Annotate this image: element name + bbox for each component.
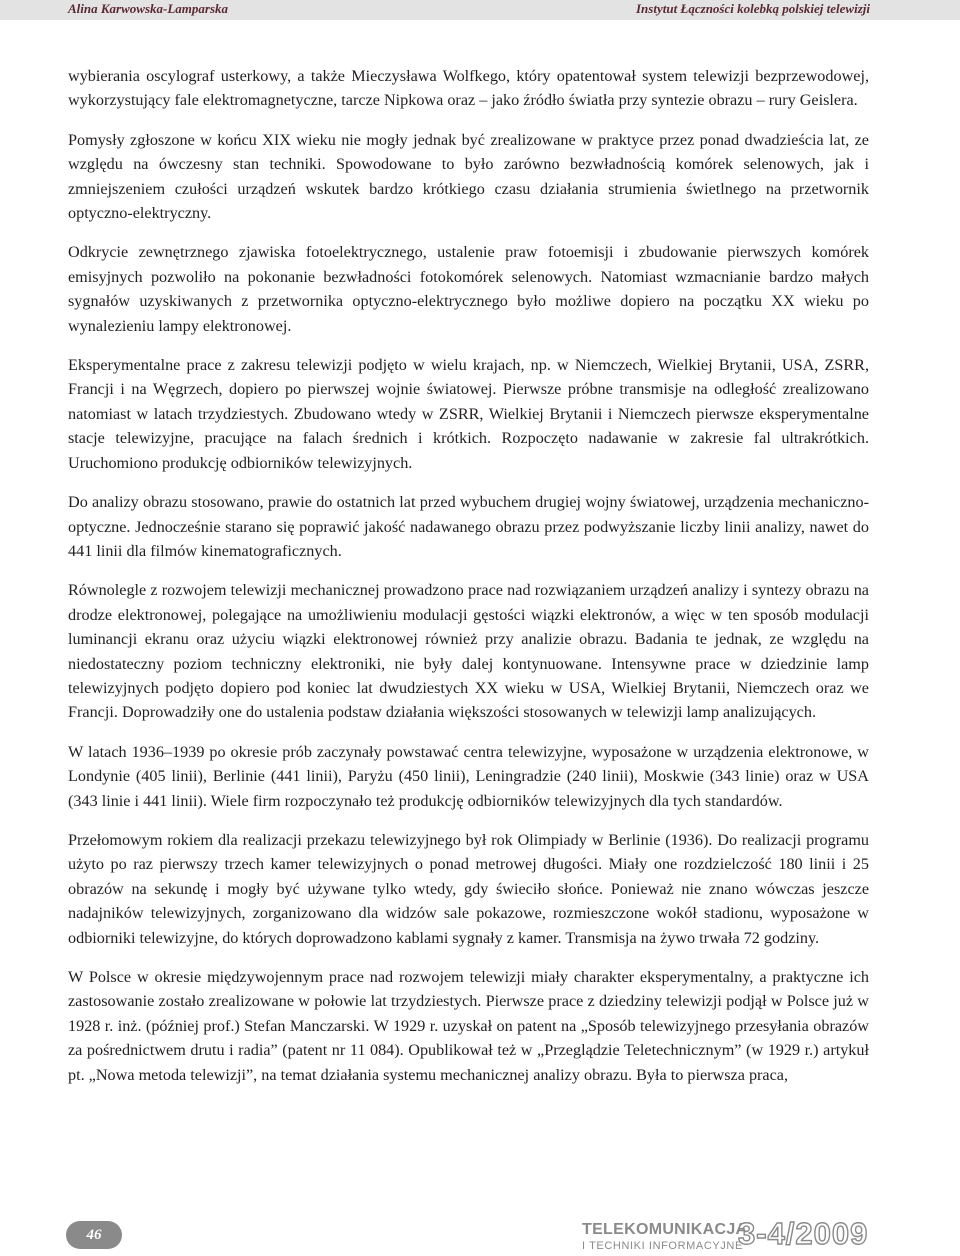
paragraph: Pomysły zgłoszone w końcu XIX wieku nie mogły jednak być zrealizowane w praktyce przez ponad dwadzieścia lat, ze względu na ówczesny stan techniki. Spowodowane to było zarówno bezwładnością komórek selenowych, jak i zmniejszeniem czułości urządzeń wskutek bardzo krótkiego czasu działania strumienia świetlnego na przetwornik optyczno-elektryczny. xyxy=(68,130,869,223)
header-author: Alina Karwowska-Lamparska xyxy=(68,1,229,16)
paragraph: Przełomowym rokiem dla realizacji przekazu telewizyjnego był rok Olimpiady w Berlinie (1936). Do realizacji programu użyto po raz pierwszy trzech kamer telewizyjnych o ponad metrowej długości. Miały one rozdzielczość 180 linii i 25 obrazów na sekundę i mogły być używane tylko wtedy, gdy świeciło słońce. Ponieważ nie znano wówczas jeszcze nadajników telewizyjnych, zorganizowano dla widzów sale pokazowe, rozmieszczone wokół stadionu, wyposażone w odbiorniki telewizyjne, do których doprowadzono kablami sygnały z kamer. Transmisja na żywo trwała 72 godziny. xyxy=(68,830,869,947)
running-header xyxy=(0,0,960,20)
paragraph: Eksperymentalne prace z zakresu telewizji podjęto w wielu krajach, np. w Niemczech, Wielkiej Brytanii, USA, ZSRR, Francji i na Węgrzech, dopiero po pierwszej wojnie światowej. Pierwsze próbne transmisje na odległość zrealizowano natomiast w latach trzydziestych. Zbudowano wtedy w ZSRR, Wielkiej Brytanii i Niemczech pierwsze eksperymentalne stacje telewizyjne, pracujące na falach średnich i krótkich. Rozpoczęto nadawanie w zakresie fal ultrakrótkich. Uruchomiono produkcję odbiorników telewizyjnych. xyxy=(68,356,869,472)
paragraph: wybierania oscylograf usterkowy, a także Mieczysława Wolfkego, który opatentował system telewizji bezprzewodowej, wykorzystujący fale elektromagnetyczne, tarcze Nipkowa oraz – jako źródło światła przy syntezie obrazu – rury Geislera. xyxy=(68,67,869,110)
paragraph: Do analizy obrazu stosowano, prawie do ostatnich lat przed wybuchem drugiej wojny światowej, urządzenia mechaniczno-optyczne. Jednocześnie starano się poprawić jakość nadawanego obrazu przez podwyższanie liczby linii analizy, nawet do 441 linii dla filmów kinematograficznych. xyxy=(68,493,869,560)
paragraph: W Polsce w okresie międzywojennym prace nad rozwojem telewizji miały charakter eksperymentalny, a praktyczne ich zastosowanie zostało zrealizowane w połowie lat trzydziestych. Pierwsze prace z dziedziny telewizji podjął w Polsce już w 1928 r. inż. (później prof.) Stefan Manczarski. W 1929 r. uzyskał on patent na „Sposób telewizyjnego przesyłania obrazów za pośrednictwem drutu i radia” (patent nr 11 084). Opublikował też w „Przeglądzie Teletechnicznym” (w 1929 r.) artykuł pt. „Nowa metoda telewizji”, na temat działania systemu mechanicznej analizy obrazu. Była to pierwsza praca, xyxy=(68,968,869,1084)
header-article-title: Instytut Łączności kolebką polskiej telewizji xyxy=(636,1,870,16)
article-body xyxy=(68,64,869,1102)
paragraph: Odkrycie zewnętrznego zjawiska fotoelektrycznego, ustalenie praw fotoemisji i zbudowanie pierwszych komórek emisyjnych pozwoliło na pokonanie bezwładności fotokomórek selenowych. Natomiast wzmacnianie bardzo małych sygnałów uzyskiwanych z przetwornika optyczno-elektrycznego było możliwe dopiero na początku XX wieku po wynalezieniu lampy elektronowej. xyxy=(68,243,869,335)
journal-title-line2: I TECHNIKI INFORMACYJNE xyxy=(582,1240,743,1252)
page-number: 46 xyxy=(86,1226,102,1243)
page-number-badge xyxy=(66,1221,122,1249)
issue-number: 3-4/2009 xyxy=(738,1216,869,1251)
paragraph: Równolegle z rozwojem telewizji mechanicznej prowadzono prace nad rozwiązaniem urządzeń analizy i syntezy obrazu na drodze elektronowej, polegające na umożliwieniu modulacji gęstości wiązki elektronów, a więc w ten sposób modulacji luminancji ekranu oraz użyciu wiązki elektronowej również przy analizie obrazu. Badania te jednak, ze względu na niedostateczny poziom techniczny elektroniki, nie były dalej kontynuowane. Intensywne prace w dziedzinie lamp telewizyjnych podjęto dopiero pod koniec lat dwudziestych XX wieku w USA, Wielkiej Brytanii, Niemczech oraz we Francji. Doprowadziły one do ustalenia podstaw działania większości stosowanych w telewizji lamp analizujących. xyxy=(68,581,869,722)
paragraph: W latach 1936–1939 po okresie prób zaczynały powstawać centra telewizyjne, wyposażone w urządzenia elektronowe, w Londynie (405 linii), Berlinie (441 linii), Paryżu (450 linii), Leningradzie (240 linii), Moskwie (343 linie) oraz w USA (343 linie i 441 linii). Wiele firm rozpoczynało też produkcję odbiorników telewizyjnych dla tych standardów. xyxy=(68,742,869,810)
page-footer xyxy=(0,1208,960,1256)
journal-title-line1: TELEKOMUNIKACJA xyxy=(582,1221,748,1238)
journal-title xyxy=(582,1222,747,1252)
